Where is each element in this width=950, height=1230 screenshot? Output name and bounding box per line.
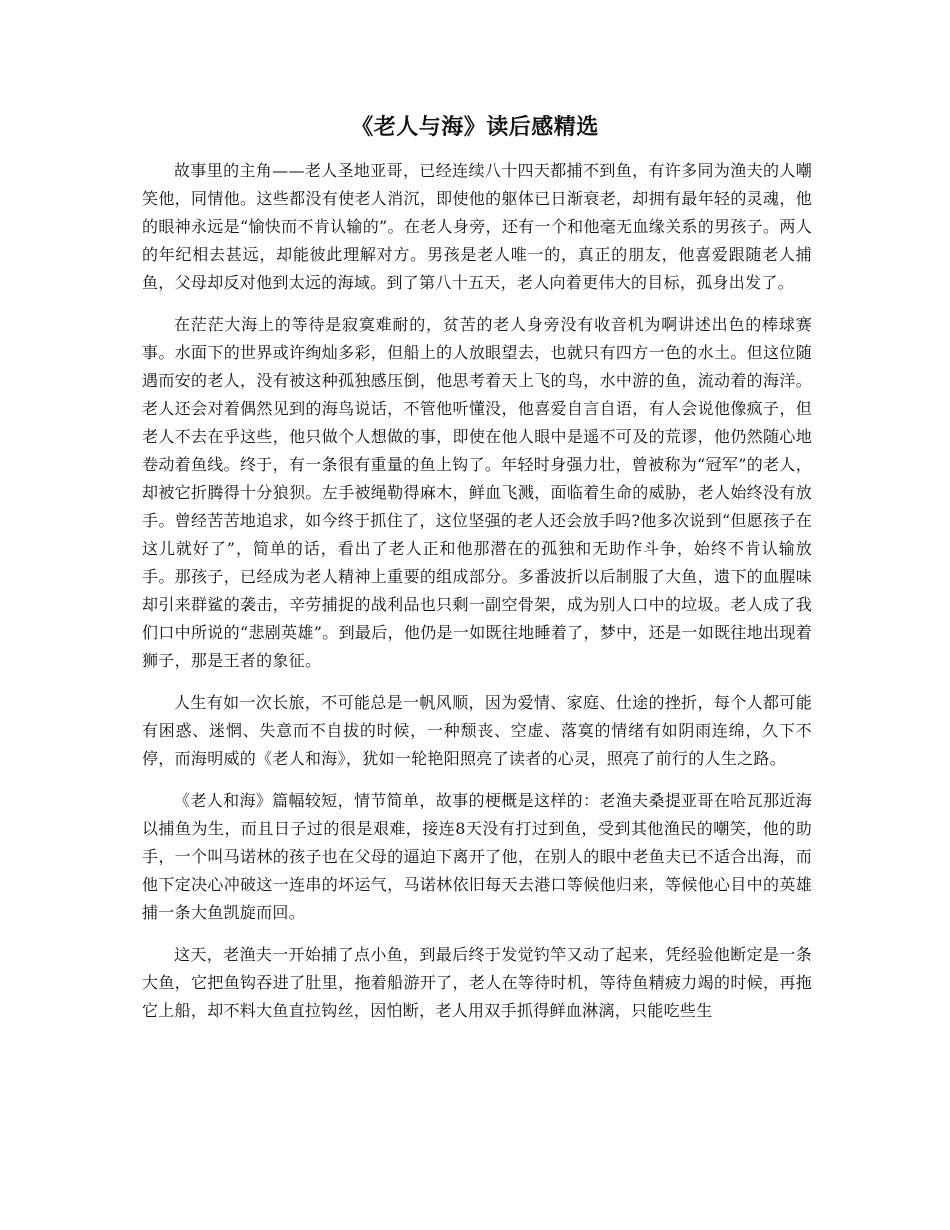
paragraph: 这天，老渔夫一开始捕了点小鱼，到最后终于发觉钓竿又动了起来，凭经验他断定是一条大鱼，它把鱼钩吞进了肚里，拖着船游开了，老人在等待时机，等待鱼精疲力竭的时候，再拖它上船，却不料大鱼直拉钩丝，因怕断，老人用双手抓得鲜血淋漓，只能吃些生 [142,945,812,1020]
paragraph: 人生有如一次长旅，不可能总是一帆风顺，因为爱情、家庭、仕途的挫折，每个人都可能有困惑、迷惘、失意而不自拔的时候，一种颓丧、空虚、落寞的情绪有如阴雨连绵，久下不停，而海明威的《老人和海》，犹如一轮艳阳照亮了读者的心灵，照亮了前行的人生之路。 [142,693,812,768]
paragraph: 《老人和海》篇幅较短，情节简单，故事的梗概是这样的：老渔夫桑提亚哥在哈瓦那近海以捕鱼为生，而且日子过的很是艰难，接连8天没有打过到鱼，受到其他渔民的嘲笑，他的助手，一个叫马诺林的孩子也在父母的逼迫下离开了他，在别人的眼中老鱼夫已不适合出海，而他下定决心冲破这一连串的坏运气，马诺林依旧每天去港口等候他归来，等候他心目中的英雄捕一条大鱼凯旋而回。 [142,791,812,922]
paragraph: 在茫茫大海上的等待是寂寞难耐的，贫苦的老人身旁没有收音机为啊讲述出色的棒球赛事。水面下的世界或许绚灿多彩，但船上的人放眼望去，也就只有四方一色的水土。但这位随遇而安的老人，没有被这种孤独感压倒，他思考着天上飞的鸟，水中游的鱼，流动着的海洋。老人还会对着偶然见到的海鸟说话，不管他听懂没，他喜爱自言自语，有人会说他像疯子，但老人不去在乎这些，他只做个人想做的事，即使在他人眼中是遥不可及的荒谬，他仍然随心地卷动着鱼线。终于，有一条很有重量的鱼上钩了。年轻时身强力壮，曾被称为“冠军”的老人，却被它折腾得十分狼狈。左手被绳勒得麻木，鲜血飞溅，面临着生命的威胁，老人始终没有放手。曾经苦苦地追求，如今终于抓住了，这位坚强的老人还会放手吗?他多次说到“但愿孩子在这儿就好了”，简单的话，看出了老人正和他那潜在的孤独和无助作斗争，始终不肯认输放手。那孩子，已经成为老人精神上重要的组成部分。多番波折以后制服了大鱼，遗下的血腥味却引来群鲨的袭击，辛劳捕捉的战利品也只剩一副空骨架，成为别人口中的垃圾。老人成了我们口中所说的“悲剧英雄”。到最后，他仍是一如既往地睡着了，梦中，还是一如既往地出现着狮子，那是王者的象征。 [142,315,812,670]
paragraph: 故事里的主角——老人圣地亚哥，已经连续八十四天都捕不到鱼，有许多同为渔夫的人嘲笑他，同情他。这些都没有使老人消沉，即使他的躯体已日渐衰老，却拥有最年轻的灵魂，他的眼神永远是“愉快而不肯认输的”。在老人身旁，还有一个和他毫无血缘关系的男孩子。两人的年纪相去甚远，却能彼此理解对方。男孩是老人唯一的，真正的朋友，他喜爱跟随老人捕鱼，父母却反对他到太远的海域。到了第八十五天，老人向着更伟大的目标，孤身出发了。 [142,161,812,292]
document-body [142,157,812,1039]
document-title: 《老人与海》读后感精选 [351,115,599,140]
